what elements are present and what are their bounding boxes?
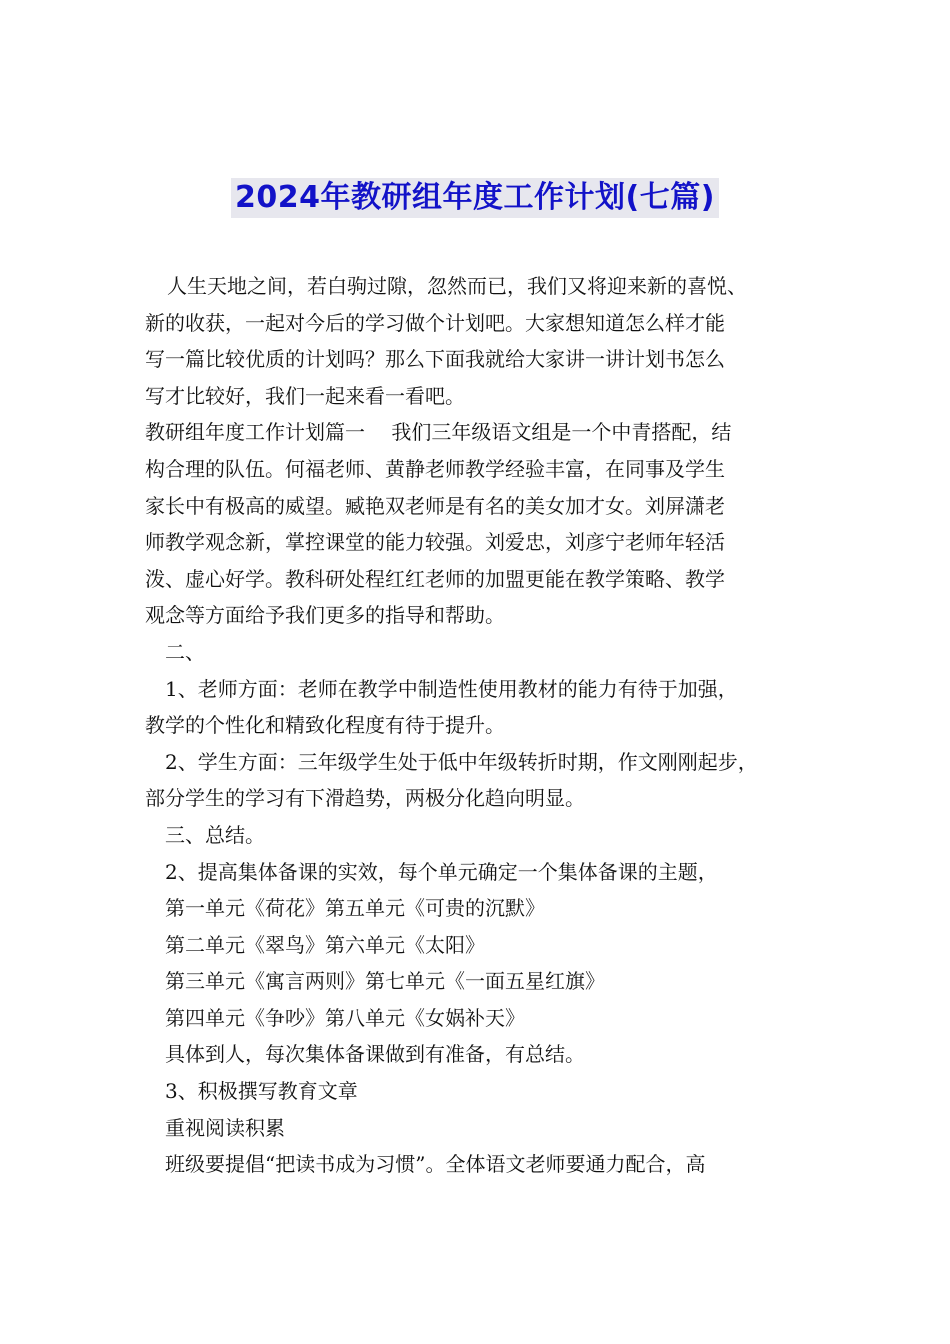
paragraph-line: 构合理的队伍。何福老师、黄静老师教学经验丰富，在同事及学生	[145, 456, 725, 481]
paragraph-line: 2、提高集体备课的实效，每个单元确定一个集体备课的主题，	[165, 859, 718, 884]
paragraph-line: 写一篇比较优质的计划吗？那么下面我就给大家讲一讲计划书怎么	[145, 347, 725, 372]
list-item: 第三单元《寓言两则》第七单元《一面五星红旗》	[165, 969, 605, 994]
paragraph-line: 教学的个性化和精致化程度有待于提升。	[145, 713, 505, 738]
paragraph-line: 重视阅读积累	[165, 1115, 285, 1140]
paragraph-line: 新的收获，一起对今后的学习做个计划吧。大家想知道怎么样才能	[145, 310, 725, 335]
paragraph-line: 家长中有极高的威望。臧艳双老师是有名的美女加才女。刘屏潇老	[145, 493, 725, 518]
paragraph-line: 班级要提倡“把读书成为习惯”。全体语文老师要通力配合，高	[165, 1152, 706, 1177]
paragraph-line: 写才比较好，我们一起来看一看吧。	[145, 383, 465, 408]
paragraph-line: 2、学生方面：三年级学生处于低中年级转折时期，作文刚刚起步，	[165, 749, 758, 774]
title-container	[0, 178, 950, 218]
section-heading: 三、总结。	[165, 822, 265, 847]
paragraph-line: 师教学观念新，掌控课堂的能力较强。刘爱忠，刘彦宁老师年轻活	[145, 530, 725, 555]
paragraph-line: 具体到人，每次集体备课做到有准备，有总结。	[165, 1042, 585, 1067]
list-item: 第二单元《翠鸟》第六单元《太阳》	[165, 932, 485, 957]
document-body	[145, 268, 815, 1183]
document-title: 2024年教研组年度工作计划(七篇)	[231, 178, 719, 218]
list-item: 第一单元《荷花》第五单元《可贵的沉默》	[165, 896, 545, 921]
paragraph-line: 部分学生的学习有下滑趋势，两极分化趋向明显。	[145, 786, 585, 811]
paragraph-line: 1、老师方面：老师在教学中制造性使用教材的能力有待于加强，	[165, 676, 738, 701]
paragraph-line: 人生天地之间，若白驹过隙，忽然而已，我们又将迎来新的喜悦、	[167, 274, 747, 298]
section-heading: 二、	[165, 639, 205, 664]
paragraph-line: 泼、虚心好学。教科研处程红红老师的加盟更能在教学策略、教学	[145, 566, 725, 591]
list-item: 第四单元《争吵》第八单元《女娲补天》	[165, 1005, 525, 1030]
paragraph-line: 教研组年度工作计划篇一 我们三年级语文组是一个中青搭配，结	[145, 420, 732, 445]
paragraph-line: 观念等方面给予我们更多的指导和帮助。	[145, 603, 505, 628]
paragraph-line: 3、积极撰写教育文章	[165, 1079, 358, 1104]
